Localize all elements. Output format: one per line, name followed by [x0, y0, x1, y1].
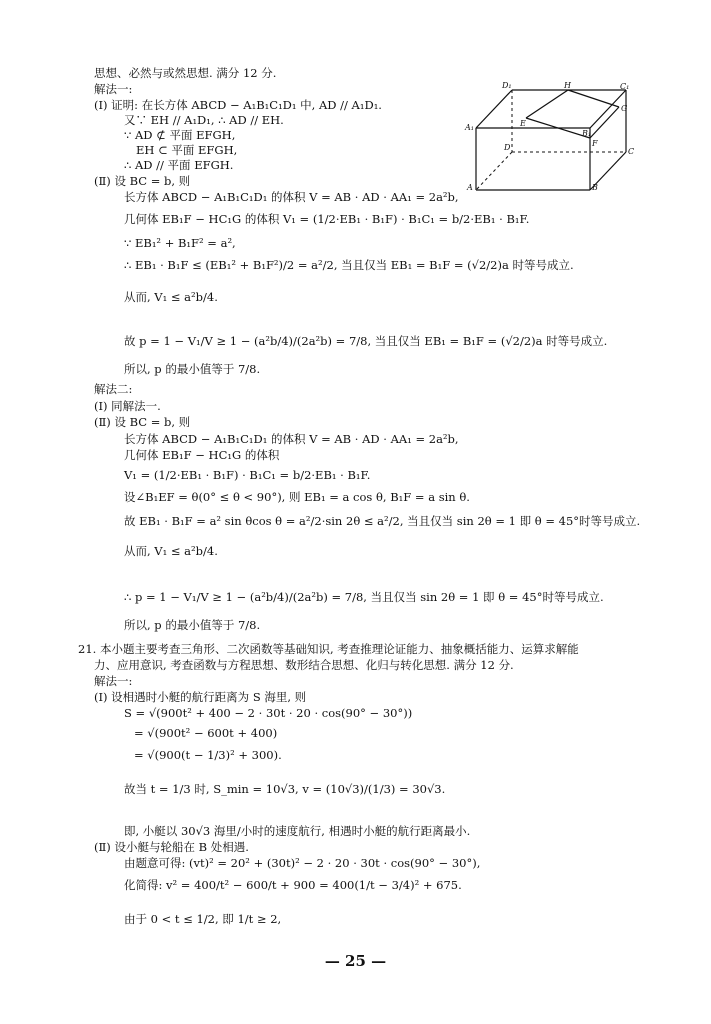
label-C: C	[628, 147, 634, 156]
label-G: G	[621, 104, 628, 113]
text-line: 所以, p 的最小值等于 7/8.	[124, 362, 261, 376]
text-line: 长方体 ABCD − A₁B₁C₁D₁ 的体积 V = AB · AD · AA₁ = 2a²b,	[124, 190, 459, 204]
text-line: 由于 0 < t ≤ 1/2, 即 1/t ≥ 2,	[124, 912, 282, 926]
cuboid-figure	[464, 80, 634, 192]
text-line: ∴ AD // 平面 EFGH.	[124, 158, 234, 172]
text-line: (Ⅰ) 证明: 在长方体 ABCD − A₁B₁C₁D₁ 中, AD // A₁D₁.	[94, 98, 382, 112]
label-D: D	[504, 143, 511, 152]
label-B1: B₁	[582, 129, 592, 138]
text-line: 21. 本小题主要考查三角形、二次函数等基础知识, 考查推理论证能力、抽象概括能力、运算求解能	[78, 642, 579, 656]
text-line: S = √(900t² + 400 − 2 · 30t · 20 · cos(90° − 30°))	[124, 706, 413, 720]
label-E: E	[520, 119, 526, 128]
label-H: H	[564, 81, 571, 90]
label-A: A	[467, 183, 473, 192]
text-line: ∵ EB₁² + B₁F² = a²,	[124, 236, 236, 250]
text-line: 解法一:	[94, 82, 133, 96]
text-line: 几何体 EB₁F − HC₁G 的体积	[124, 448, 280, 462]
text-line: 解法二:	[94, 382, 133, 396]
text-line: (Ⅱ) 设 BC = b, 则	[94, 415, 191, 429]
text-line: = √(900t² − 600t + 400)	[134, 726, 278, 740]
text-line: 故 EB₁ · B₁F = a² sin θcos θ = a²/2·sin 2θ ≤ a²/2, 当且仅当 sin 2θ = 1 即 θ = 45°时等号成立.	[124, 514, 641, 528]
text-line: V₁ = (1/2·EB₁ · B₁F) · B₁C₁ = b/2·EB₁ · B₁F.	[124, 468, 371, 482]
text-line: 所以, p 的最小值等于 7/8.	[124, 618, 261, 632]
text-line: = √(900(t − 1/3)² + 300).	[134, 748, 282, 762]
text-line: (Ⅱ) 设 BC = b, 则	[94, 174, 191, 188]
text-line: 从而, V₁ ≤ a²b/4.	[124, 544, 218, 558]
label-A1: A₁	[465, 123, 474, 132]
label-D1: D₁	[502, 81, 512, 90]
text-line: (Ⅰ) 设相遇时小艇的航行距离为 S 海里, 则	[94, 690, 307, 704]
text-line: 化简得: v² = 400/t² − 600/t + 900 = 400(1/t − 3/4)² + 675.	[124, 878, 462, 892]
page-number: — 25 —	[324, 952, 387, 970]
text-line: 即, 小艇以 30√3 海里/小时的速度航行, 相遇时小艇的航行距离最小.	[124, 824, 471, 838]
text-line: 又∵ EH // A₁D₁, ∴ AD // EH.	[124, 113, 284, 127]
text-line: 思想、必然与或然思想. 满分 12 分.	[94, 66, 277, 80]
text-line: EH ⊂ 平面 EFGH,	[136, 143, 238, 157]
text-line: 力、应用意识, 考查函数与方程思想、数形结合思想、化归与转化思想. 满分 12 分.	[94, 658, 514, 672]
text-line: 长方体 ABCD − A₁B₁C₁D₁ 的体积 V = AB · AD · AA₁ = 2a²b,	[124, 432, 459, 446]
text-line: ∴ p = 1 − V₁/V ≥ 1 − (a²b/4)/(2a²b) = 7/8, 当且仅当 sin 2θ = 1 即 θ = 45°时等号成立.	[124, 590, 604, 604]
text-line: 故当 t = 1/3 时, S_min = 10√3, v = (10√3)/(1/3) = 30√3.	[124, 782, 446, 796]
text-line: (Ⅱ) 设小艇与轮船在 B 处相遇.	[94, 840, 249, 854]
text-line: 从而, V₁ ≤ a²b/4.	[124, 290, 218, 304]
label-F: F	[592, 139, 598, 148]
text-line: ∴ EB₁ · B₁F ≤ (EB₁² + B₁F²)/2 = a²/2, 当且仅当 EB₁ = B₁F = (√2/2)a 时等号成立.	[124, 258, 574, 272]
text-line: 故 p = 1 − V₁/V ≥ 1 − (a²b/4)/(2a²b) = 7/8, 当且仅当 EB₁ = B₁F = (√2/2)a 时等号成立.	[124, 334, 608, 348]
label-B: B	[592, 183, 598, 192]
text-line: 设∠B₁EF = θ(0° ≤ θ < 90°), 则 EB₁ = a cos θ, B₁F = a sin θ.	[124, 490, 470, 504]
text-line: (Ⅰ) 同解法一.	[94, 399, 161, 413]
text-line: 由题意可得: (vt)² = 20² + (30t)² − 2 · 20 · 30t · cos(90° − 30°),	[124, 856, 481, 870]
text-line: 几何体 EB₁F − HC₁G 的体积 V₁ = (1/2·EB₁ · B₁F) · B₁C₁ = b/2·EB₁ · B₁F.	[124, 212, 530, 226]
text-line: 解法一:	[94, 674, 133, 688]
label-C1: C₁	[620, 82, 630, 91]
text-line: ∵ AD ⊄ 平面 EFGH,	[124, 128, 236, 142]
